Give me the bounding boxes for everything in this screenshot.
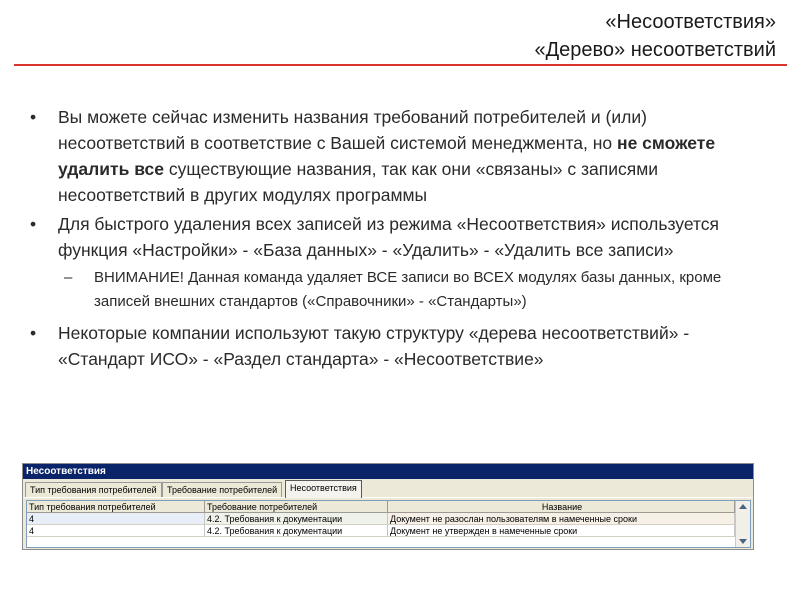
bullet-emphasis: не сможете удалить все bbox=[58, 133, 716, 179]
table-cell[interactable]: Документ не разослан пользователям в намеченные сроки bbox=[388, 513, 735, 525]
column-header-requirement[interactable]: Требование потребителей bbox=[205, 501, 388, 513]
slide-title-line-2: «Дерево» несоответствий bbox=[534, 39, 776, 61]
bullet-marker: • bbox=[30, 323, 37, 343]
sub-bullet-item bbox=[30, 266, 775, 314]
vertical-scrollbar[interactable] bbox=[735, 501, 750, 547]
tab-customer-requirement[interactable]: Требование потребителей bbox=[162, 482, 282, 497]
table-cell[interactable]: 4.2. Требования к документации bbox=[205, 513, 388, 525]
bullet-text: существующие названия, так как они «связаны» с записями несоответствий в других модулях программы bbox=[58, 159, 659, 205]
column-header-name[interactable]: Название bbox=[388, 501, 735, 513]
window-title: Несоответствия bbox=[23, 464, 753, 479]
title-divider bbox=[14, 64, 787, 66]
tab-customer-requirement-type[interactable]: Тип требования потребителей bbox=[25, 482, 162, 497]
bullet-item bbox=[30, 211, 775, 263]
slide-title bbox=[534, 8, 776, 64]
table-cell[interactable]: 4 bbox=[27, 513, 205, 525]
sub-bullet-marker: – bbox=[64, 269, 73, 286]
grid-header-row bbox=[27, 501, 750, 513]
bullet-text: Для быстрого удаления всех записей из режима «Несоответствия» используется функция «Настройки» - «База данных» - «Удалить» - «Удалить все записи» bbox=[58, 214, 720, 260]
bullet-marker: • bbox=[30, 214, 37, 234]
slide-title-line-1: «Несоответствия» bbox=[605, 11, 776, 33]
scroll-up-arrow-icon[interactable] bbox=[739, 504, 747, 509]
table-row[interactable] bbox=[27, 525, 750, 537]
table-cell[interactable]: 4.2. Требования к документации bbox=[205, 525, 388, 537]
scroll-down-arrow-icon[interactable] bbox=[739, 539, 747, 544]
bullet-text: Некоторые компании используют такую структуру «дерева несоответствий» - «Стандарт ИСО» - «Раздел стандарта» - «Несоответствие» bbox=[58, 323, 690, 369]
bullet-marker: • bbox=[30, 107, 37, 127]
column-header-requirement-type[interactable]: Тип требования потребителей bbox=[27, 501, 205, 513]
table-cell[interactable]: 4 bbox=[27, 525, 205, 537]
bullet-item bbox=[30, 320, 775, 372]
sub-bullet-text: ВНИМАНИЕ! Данная команда удаляет ВСЕ записи во ВСЕХ модулях базы данных, кроме записей внешних стандартов («Справочники» - «Стандарты») bbox=[94, 269, 722, 310]
app-window bbox=[22, 463, 754, 550]
tab-bar bbox=[23, 479, 753, 498]
bullet-text: Вы можете сейчас изменить названия требований потребителей и (или) несоответствий в соответствие с Вашей системой менеджмента, но bbox=[58, 107, 647, 153]
slide-body bbox=[30, 104, 775, 375]
bullet-item bbox=[30, 104, 775, 208]
table-row[interactable] bbox=[27, 513, 750, 525]
data-grid bbox=[26, 500, 751, 548]
tab-nonconformities[interactable]: Несоответствия bbox=[285, 480, 362, 498]
table-cell[interactable]: Документ не утвержден в намеченные сроки bbox=[388, 525, 735, 537]
